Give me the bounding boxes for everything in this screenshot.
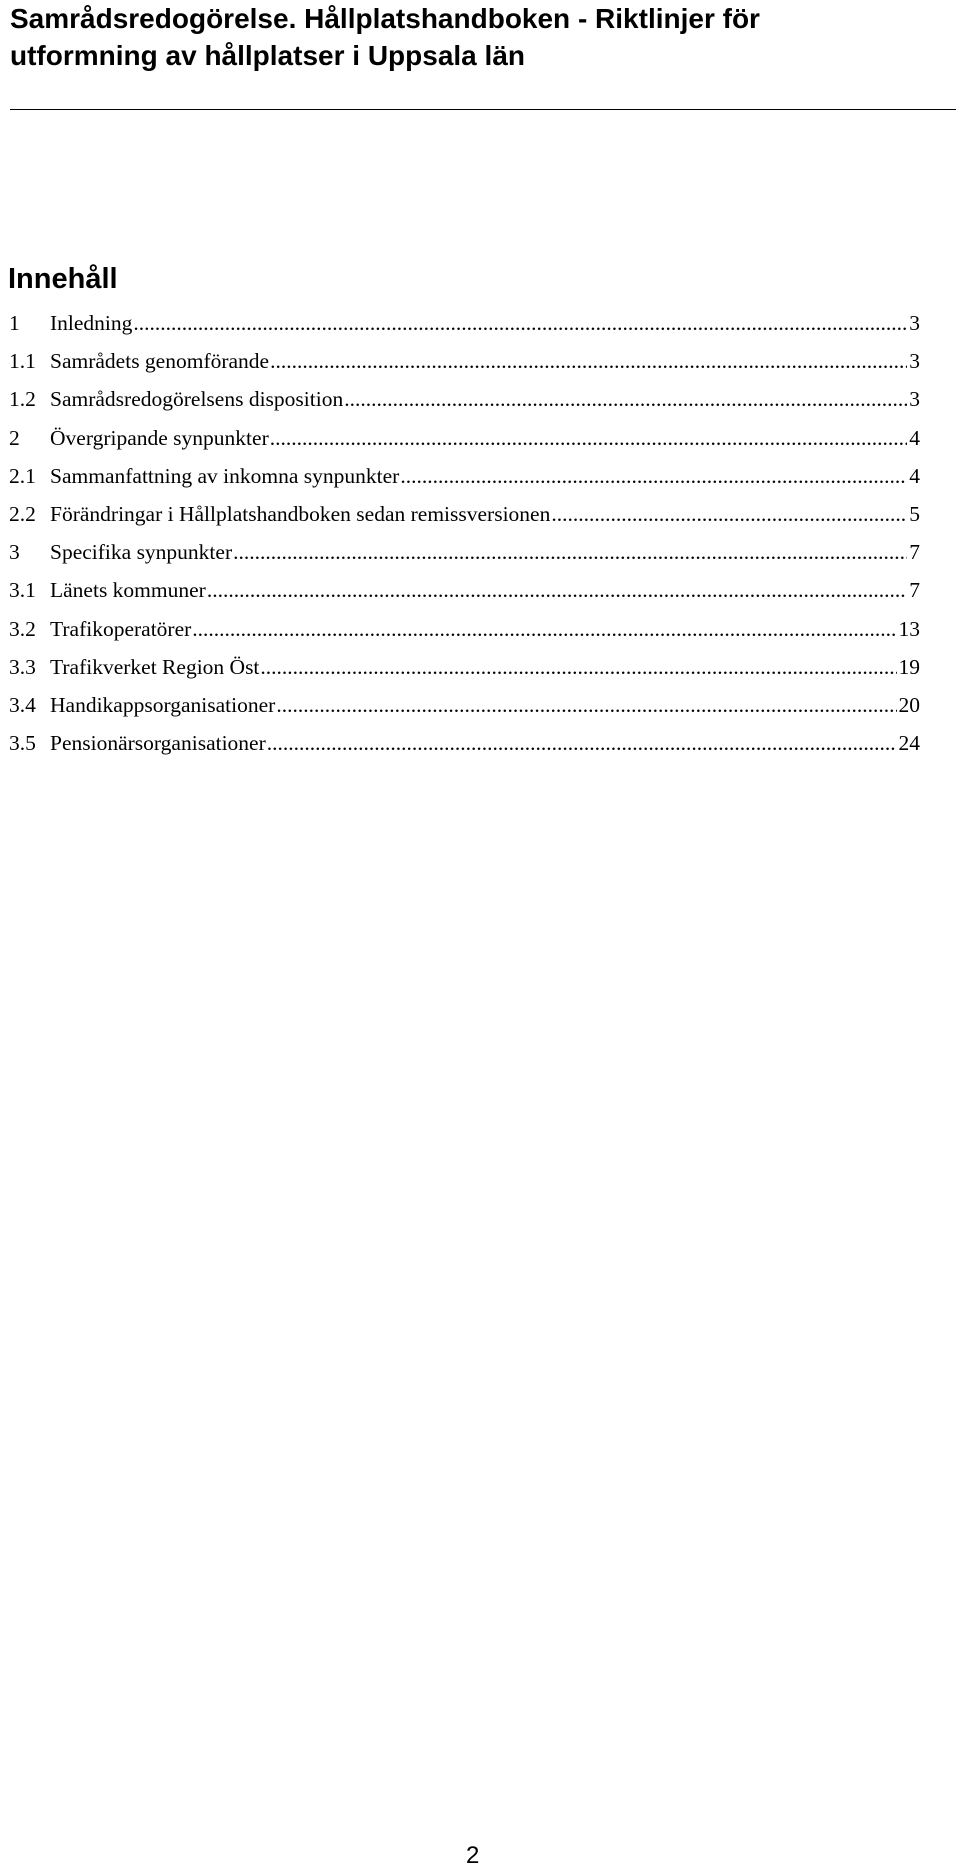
toc-entry-number: 3.4 (9, 692, 36, 717)
toc-entry-number: 2 (9, 425, 20, 450)
toc-dot-leader (270, 419, 908, 457)
toc-entry-page: 19 (898, 654, 920, 679)
toc-entry[interactable] (9, 457, 920, 495)
toc-entry-page: 4 (909, 425, 920, 450)
toc-entry[interactable] (9, 533, 920, 571)
toc-entry-title: Sammanfattning av inkomna synpunkter (50, 463, 400, 488)
toc-entry-title: Samrådsredogörelsens disposition (50, 387, 344, 412)
toc-entry-title: Länets kommuner (50, 578, 206, 603)
toc-dot-leader (344, 380, 907, 418)
toc-dot-leader (260, 648, 896, 686)
toc-entry[interactable] (9, 686, 920, 724)
toc-entry-page: 24 (898, 731, 920, 756)
toc-entry[interactable] (9, 610, 920, 648)
toc-entry-number: 2.1 (9, 463, 36, 488)
toc-dot-leader (267, 724, 897, 762)
document-title (10, 0, 950, 74)
page-number: 2 (466, 1842, 480, 1869)
toc-entry-title: Inledning (50, 311, 133, 335)
toc-heading: Innehåll (8, 263, 118, 295)
toc-entry[interactable] (9, 342, 920, 380)
toc-entry-page: 5 (909, 501, 920, 526)
toc-dot-leader (551, 495, 907, 533)
toc-entry-title: Pensionärsorganisationer (50, 731, 266, 756)
toc-entry-page: 7 (909, 578, 920, 603)
toc-entry-number: 1.1 (9, 349, 36, 374)
toc-entry-title: Specifika synpunkter (50, 540, 233, 565)
toc-entry-page: 20 (898, 692, 920, 717)
toc-entry[interactable] (9, 419, 920, 457)
toc-dot-leader (192, 610, 896, 648)
toc-entry-number: 1 (9, 311, 20, 335)
title-divider (10, 109, 956, 110)
toc-entry-number: 3.1 (9, 578, 36, 603)
toc-entry-number: 3 (9, 540, 20, 565)
toc-entry-page: 7 (909, 540, 920, 565)
document-title-line-2: utformning av hållplatser i Uppsala län (10, 40, 525, 71)
toc-entry[interactable] (9, 648, 920, 686)
toc-dot-leader (276, 686, 896, 724)
toc-entry-page: 13 (898, 616, 920, 641)
toc-dot-leader (207, 571, 907, 609)
table-of-contents (9, 304, 920, 762)
toc-entry-title: Trafikoperatörer (50, 616, 192, 641)
toc-entry[interactable] (9, 380, 920, 418)
toc-entry-number: 1.2 (9, 387, 36, 412)
toc-entry-page: 3 (909, 349, 920, 374)
toc-entry-title: Övergripande synpunkter (50, 425, 269, 450)
toc-dot-leader (400, 457, 907, 495)
toc-entry-page: 3 (909, 311, 920, 335)
toc-entry-title: Handikappsorganisationer (50, 692, 276, 717)
toc-entry-number: 3.5 (9, 731, 36, 756)
toc-entry-number: 2.2 (9, 501, 36, 526)
toc-entry[interactable] (9, 495, 920, 533)
toc-dot-leader (233, 533, 907, 571)
toc-entry-title: Trafikverket Region Öst (50, 654, 260, 679)
toc-entry-title: Förändringar i Hållplatshandboken sedan remissversionen (50, 501, 551, 526)
toc-entry-page: 4 (909, 463, 920, 488)
toc-entry-number: 3.2 (9, 616, 36, 641)
toc-dot-leader (133, 304, 907, 342)
toc-entry[interactable] (9, 571, 920, 609)
toc-dot-leader (270, 342, 907, 380)
toc-entry-title: Samrådets genomförande (50, 349, 270, 374)
toc-entry[interactable] (9, 304, 920, 342)
document-title-line-1: Samrådsredogörelse. Hållplatshandboken - Riktlinjer för (10, 3, 760, 34)
toc-entry-number: 3.3 (9, 654, 36, 679)
toc-entry-page: 3 (909, 387, 920, 412)
toc-entry[interactable] (9, 724, 920, 762)
